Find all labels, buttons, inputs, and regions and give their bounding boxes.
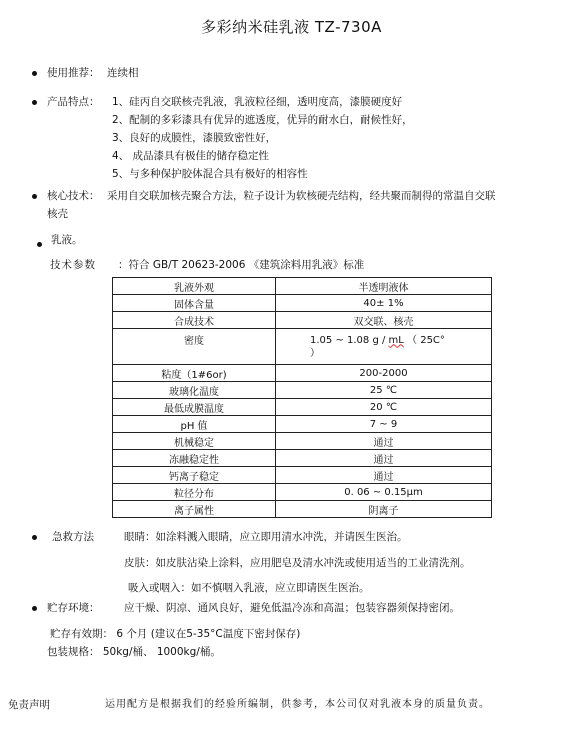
core-tech-text-end: 乳液。: [51, 234, 83, 246]
shelf-life: 贮存有效期： 6 个月 (建议在5-35°C温度下密封保存): [50, 628, 301, 640]
tech-params-standard: ：符合 GB/T 20623-2006 《建筑涂料用乳液》标准: [118, 259, 365, 271]
disclaimer-label: 免责声明: [8, 699, 50, 711]
document-title: 多彩纳米硅乳液 TZ-730A: [201, 18, 382, 36]
feature-item: 1、硅丙自交联核壳乳液，乳液粒径细，透明度高，漆膜硬度好: [112, 96, 403, 108]
usage-value: 连续相: [107, 67, 139, 79]
storage-label: 贮存环境：: [47, 602, 100, 614]
disclaimer-text: 运用配方是根据我们的经验所编制，供参考，本公司仅对乳液本身的质量负责。: [105, 699, 490, 710]
feature-item: 3、良好的成膜性，漆膜致密性好，: [112, 132, 277, 144]
param-name: 粘度（1#6or): [113, 365, 276, 382]
param-name: 固体含量: [113, 295, 276, 312]
feature-item: 4、 成品漆具有极佳的储存稳定性: [112, 150, 270, 162]
tech-params-table: [112, 277, 492, 518]
param-value: 阴离子: [276, 501, 492, 518]
param-value: 通过: [276, 433, 492, 450]
param-name: 钙离子稳定: [113, 467, 276, 484]
first-aid-inhale: 吸入或咽入：如不慎咽入乳液，应立即请医生医治。: [128, 582, 370, 594]
param-value: 200-2000: [276, 365, 492, 382]
param-value-density: [276, 329, 492, 365]
density-temp: （ 25C°: [403, 334, 445, 346]
core-tech-label: 核心技术：: [47, 190, 100, 202]
density-unit: mL: [388, 334, 404, 346]
core-tech-text-cont: 核壳: [47, 208, 68, 220]
density-range: 1.05 ~ 1.08 g /: [310, 334, 389, 346]
param-name: 最低成膜温度: [113, 399, 276, 416]
param-name: 乳液外观: [113, 278, 276, 295]
tech-params-label: 技术参数: [50, 259, 96, 271]
core-tech-text: 采用自交联加核壳聚合方法，粒子设计为软核硬壳结构，经共聚而制得的常温自交联: [107, 190, 496, 202]
first-aid-label: 急救方法: [52, 531, 94, 543]
param-name: 粒径分布: [113, 484, 276, 501]
param-name: 合成技术: [113, 312, 276, 329]
param-name: 玻璃化温度: [113, 382, 276, 399]
bullet: [32, 606, 37, 611]
feature-item: 5、与多种保护胶体混合具有极好的相容性: [112, 168, 308, 180]
param-value: 20 ℃: [276, 399, 492, 416]
bullet: [37, 242, 42, 247]
param-value: 40± 1%: [276, 295, 492, 312]
bullet: [32, 194, 37, 199]
param-value: 双交联、核壳: [276, 312, 492, 329]
feature-item: 2、配制的多彩漆具有优异的遮透度，优异的耐水白，耐候性好，: [112, 114, 413, 126]
param-value: 7 ~ 9: [276, 416, 492, 433]
first-aid-eyes: 眼睛：如涂料溅入眼睛，应立即用清水冲洗，并请医生医治。: [124, 531, 408, 543]
bullet: [32, 100, 37, 105]
storage-value: 应干燥、阴凉、通风良好，避免低温冷冻和高温；包装容器须保持密闭。: [124, 602, 460, 614]
param-name: 机械稳定: [113, 433, 276, 450]
param-value: 25 ℃: [276, 382, 492, 399]
param-value: 半透明液体: [276, 278, 492, 295]
bullet: [32, 535, 37, 540]
param-value: 0. 06 ~ 0.15µm: [276, 484, 492, 501]
bullet: [32, 71, 37, 76]
param-name: 密度: [113, 329, 276, 365]
param-value: 通过: [276, 450, 492, 467]
param-value: 通过: [276, 467, 492, 484]
density-close: ）: [310, 347, 320, 359]
param-name: pH 值: [113, 416, 276, 433]
packaging: 包装规格： 50kg/桶、 1000kg/桶。: [47, 646, 221, 658]
param-name: 离子属性: [113, 501, 276, 518]
usage-label: 使用推荐：: [47, 67, 100, 79]
param-name: 冻融稳定性: [113, 450, 276, 467]
features-label: 产品特点：: [47, 96, 100, 108]
first-aid-skin: 皮肤：如皮肤沾染上涂料，应用肥皂及清水冲洗或使用适当的工业清洗剂。: [124, 557, 471, 569]
